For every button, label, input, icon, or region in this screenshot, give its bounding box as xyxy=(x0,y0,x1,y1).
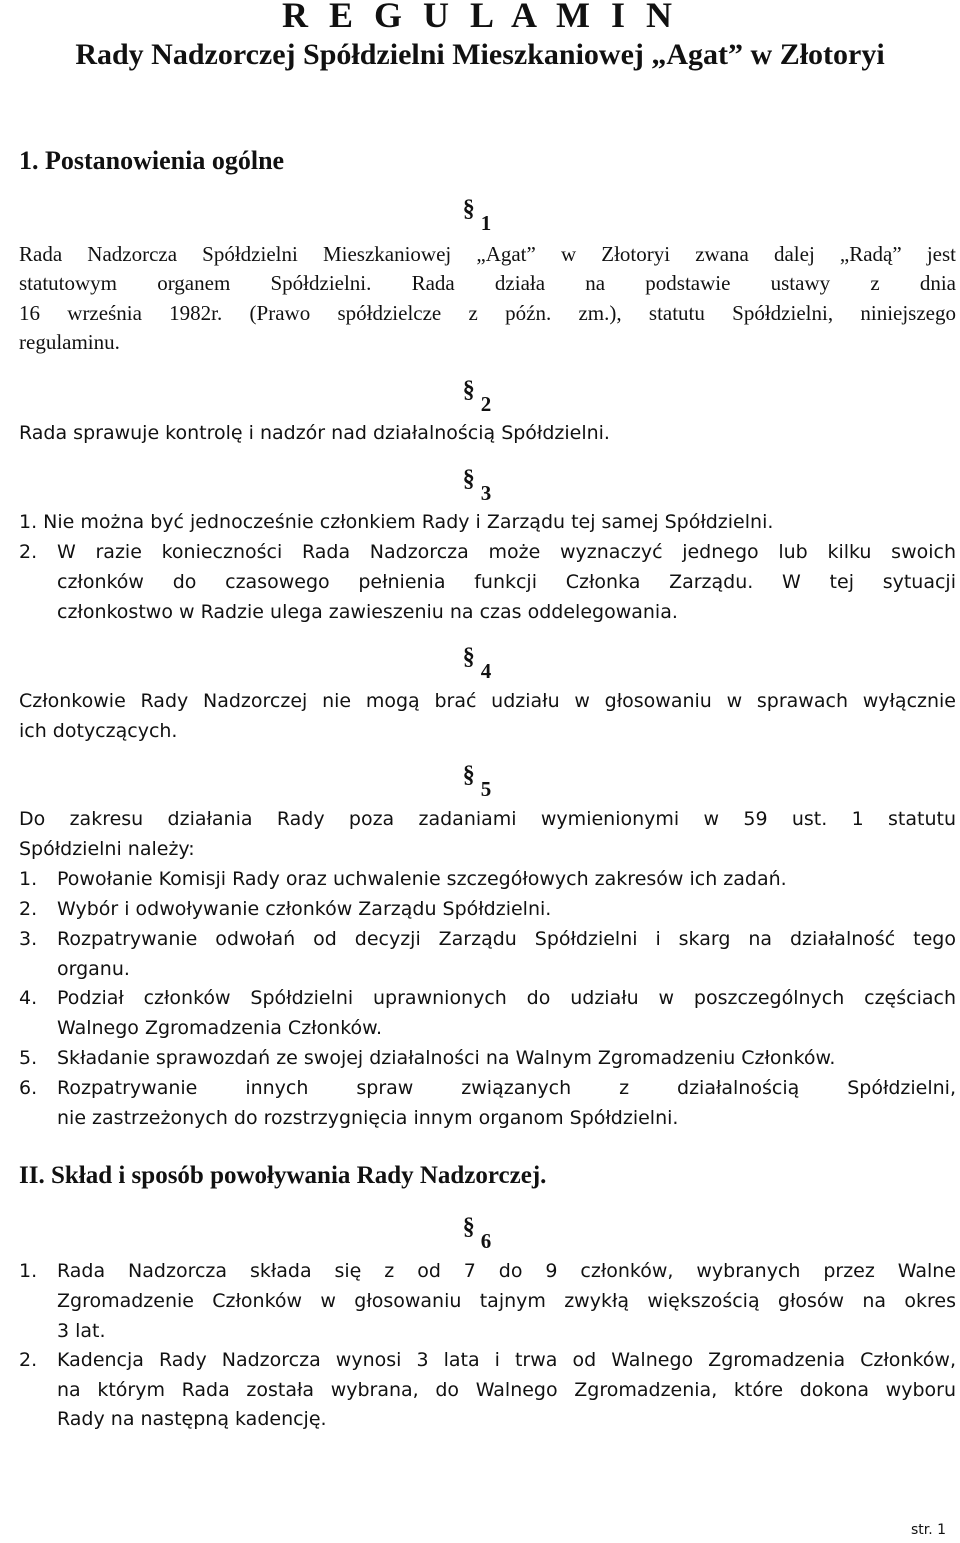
list-item-continuation: nie zastrzeżonych do rozstrzygnięcia innym organom Spółdzielni. xyxy=(57,1107,679,1129)
paragraph-6-item-1-line-2: Zgromadzenie Członków w głosowaniu tajnym zwykłą większością głosów na okres xyxy=(57,1290,956,1312)
list-item: Rozpatrywanie innych spraw związanych z działalnością Spółdzielni, xyxy=(57,1077,956,1099)
list-item: Powołanie Komisji Rady oraz uchwalenie szczegółowych zakresów ich zadań. xyxy=(57,868,787,890)
list-item: Rozpatrywanie odwołań od decyzji Zarządu Spółdzielni i skarg na działalność tego xyxy=(57,928,956,950)
paragraph-2-line-1: Rada sprawuje kontrolę i nadzór nad działalnością Spółdzielni. xyxy=(19,422,610,444)
document-title: R E G U L A M I N xyxy=(281,0,679,35)
list-item: Składanie sprawozdań ze swojej działalności na Walnym Zgromadzeniu Członków. xyxy=(57,1047,836,1069)
paragraph-number-3: §3 xyxy=(462,466,492,505)
paragraph-6-item-1-line-1: Rada Nadzorcza składa się z od 7 do 9 członków, wybranych przez Walne xyxy=(57,1260,956,1282)
paragraph-1-line-2: statutowym organem Spółdzielni. Rada działa na podstawie ustawy z dnia xyxy=(19,271,956,295)
paragraph-number-1: §1 xyxy=(462,196,492,235)
paragraph-5-line-2: Spółdzielni należy: xyxy=(19,838,195,860)
paragraph-3-item-1: 1. Nie można być jednocześnie członkiem Rady i Zarządu tej samej Spółdzielni. xyxy=(19,511,774,533)
paragraph-1-line-1: Rada Nadzorcza Spółdzielni Mieszkaniowej „Agat” w Złotoryi zwana dalej „Radą” jest xyxy=(19,242,956,266)
paragraph-4-line-1: Członkowie Rady Nadzorczej nie mogą brać udziału w głosowaniu w sprawach wyłącznie xyxy=(19,690,956,712)
paragraph-6-item-1-line-3: 3 lat. xyxy=(57,1320,106,1342)
list-item-continuation: Walnego Zgromadzenia Członków. xyxy=(57,1017,383,1039)
list-item-number: 2. xyxy=(19,898,38,920)
list-item-continuation: organu. xyxy=(57,958,130,980)
paragraph-6-item-2-line-2: na którym Rada została wybrana, do Walnego Zgromadzenia, które dokona wyboru xyxy=(57,1379,956,1401)
paragraph-1-line-3: 16 września 1982r. (Prawo spółdzielcze z późn. zm.), statutu Spółdzielni, niniejszego xyxy=(19,301,956,325)
paragraph-6-item-1-number: 1. xyxy=(19,1260,38,1282)
paragraph-3-item-2-line-2: członków do czasowego pełnienia funkcji Członka Zarządu. W tej sytuacji xyxy=(57,571,956,593)
section-heading-general: 1. Postanowienia ogólne xyxy=(19,146,285,175)
paragraph-number-6: §6 xyxy=(462,1214,492,1253)
list-item-number: 4. xyxy=(19,987,38,1009)
paragraph-5-line-1: Do zakresu działania Rady poza zadaniami wymienionymi w 59 ust. 1 statutu xyxy=(19,808,956,830)
document-subtitle: Rady Nadzorczej Spółdzielni Mieszkaniowej „Agat” w Złotoryi xyxy=(75,38,885,71)
list-item-number: 3. xyxy=(19,928,38,950)
paragraph-4-line-2: ich dotyczących. xyxy=(19,720,178,742)
list-item-number: 1. xyxy=(19,868,38,890)
paragraph-6-item-2-line-1: Kadencja Rady Nadzorcza wynosi 3 lata i trwa od Walnego Zgromadzenia Członków, xyxy=(57,1349,956,1371)
paragraph-6-item-2-number: 2. xyxy=(19,1349,38,1371)
section-heading-composition: II. Skład i sposób powoływania Rady Nadzorczej. xyxy=(19,1162,547,1189)
list-item: Podział członków Spółdzielni uprawnionych do udziału w poszczególnych częściach xyxy=(57,987,956,1009)
section-sign: § xyxy=(462,196,475,222)
page-number: str. 1 xyxy=(910,1522,946,1538)
paragraph-3-item-2-number: 2. xyxy=(19,541,38,563)
list-item-number: 6. xyxy=(19,1077,38,1099)
paragraph-number-5: §5 xyxy=(462,762,492,801)
list-item: Wybór i odwoływanie członków Zarządu Spółdzielni. xyxy=(57,898,552,920)
paragraph-number-4: §4 xyxy=(462,644,492,683)
paragraph-3-item-2-line-3: członkostwo w Radzie ulega zawieszeniu na czas oddelegowania. xyxy=(57,601,678,623)
paragraph-number-2: §2 xyxy=(462,377,492,416)
paragraph-3-item-2-line-1: W razie konieczności Rada Nadzorcza może wyznaczyć jednego lub kilku swoich xyxy=(57,541,956,563)
paragraph-1-line-4: regulaminu. xyxy=(19,330,120,354)
list-item-number: 5. xyxy=(19,1047,38,1069)
paragraph-6-item-2-line-3: Rady na następną kadencję. xyxy=(57,1408,327,1430)
